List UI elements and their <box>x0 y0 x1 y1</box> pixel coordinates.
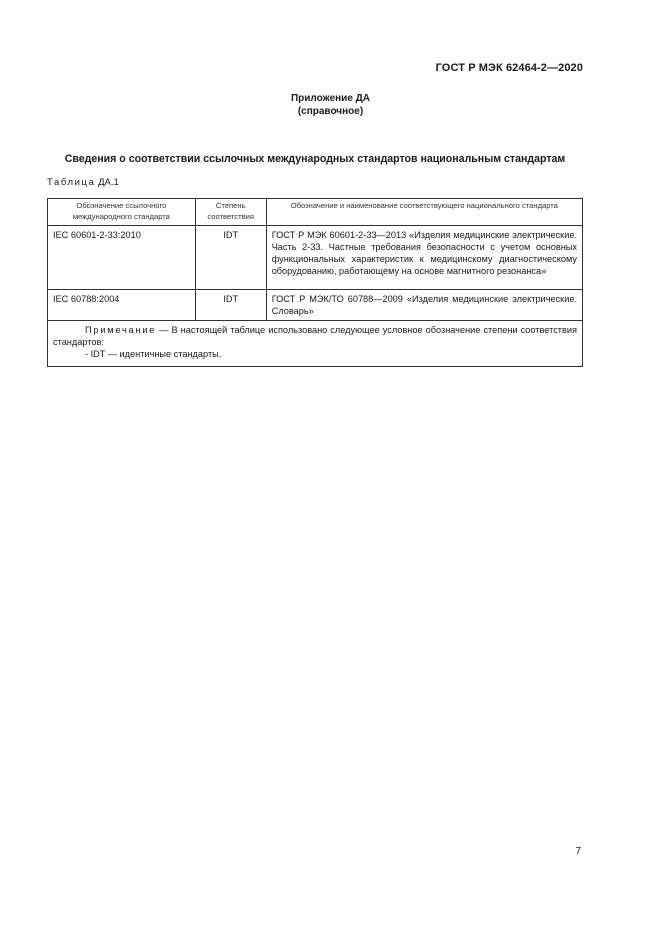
cell-intl-standard: IEC 60788:2004 <box>48 290 196 321</box>
table-caption-word: Таблица <box>47 177 96 188</box>
header-intl-standard: Обозначение ссылочного международного стандарта <box>48 199 196 226</box>
annex-title: Приложение ДА <box>290 93 371 104</box>
table-note-row <box>48 321 583 367</box>
document-code: ГОСТ Р МЭК 62464-2—2020 <box>435 62 583 74</box>
note-text: — В настоящей таблице использовано следующее условное обозначение степени соответствия стандартов: <box>53 325 577 347</box>
correspondence-table <box>47 198 583 367</box>
annex-heading <box>0 92 661 118</box>
cell-national-standard: ГОСТ Р МЭК/ТО 60788—2009 «Изделия медицинские электрические. Словарь» <box>266 290 582 321</box>
cell-degree: IDT <box>195 226 266 290</box>
table-caption <box>47 177 119 188</box>
page-number: 7 <box>575 846 581 857</box>
cell-intl-standard: IEC 60601-2-33:2010 <box>48 226 196 290</box>
section-title: Сведения о соответствии ссылочных международных стандартов национальным стандартам <box>64 153 566 165</box>
table-row <box>48 290 583 321</box>
header-national-standard: Обозначение и наименование соответствующего национального стандарта <box>266 199 582 226</box>
note-item: - IDT — идентичные стандарты. <box>85 349 222 359</box>
table-caption-number: ДА.1 <box>98 177 119 188</box>
note-label: Примечание <box>85 325 157 335</box>
header-degree: Степень соответствия <box>195 199 266 226</box>
table-header-row <box>48 199 583 226</box>
cell-degree: IDT <box>195 290 266 321</box>
cell-national-standard: ГОСТ Р МЭК 60601-2-33—2013 «Изделия медицинские электрические. Часть 2-33. Частные требования безопасности с учетом основных функциональных характеристик к медицинскому диагностическому оборудованию, работающему на основе магнитного резонанса» <box>266 226 582 290</box>
table-row <box>48 226 583 290</box>
annex-subtitle: (справочное) <box>297 106 364 117</box>
table-note <box>48 321 583 367</box>
